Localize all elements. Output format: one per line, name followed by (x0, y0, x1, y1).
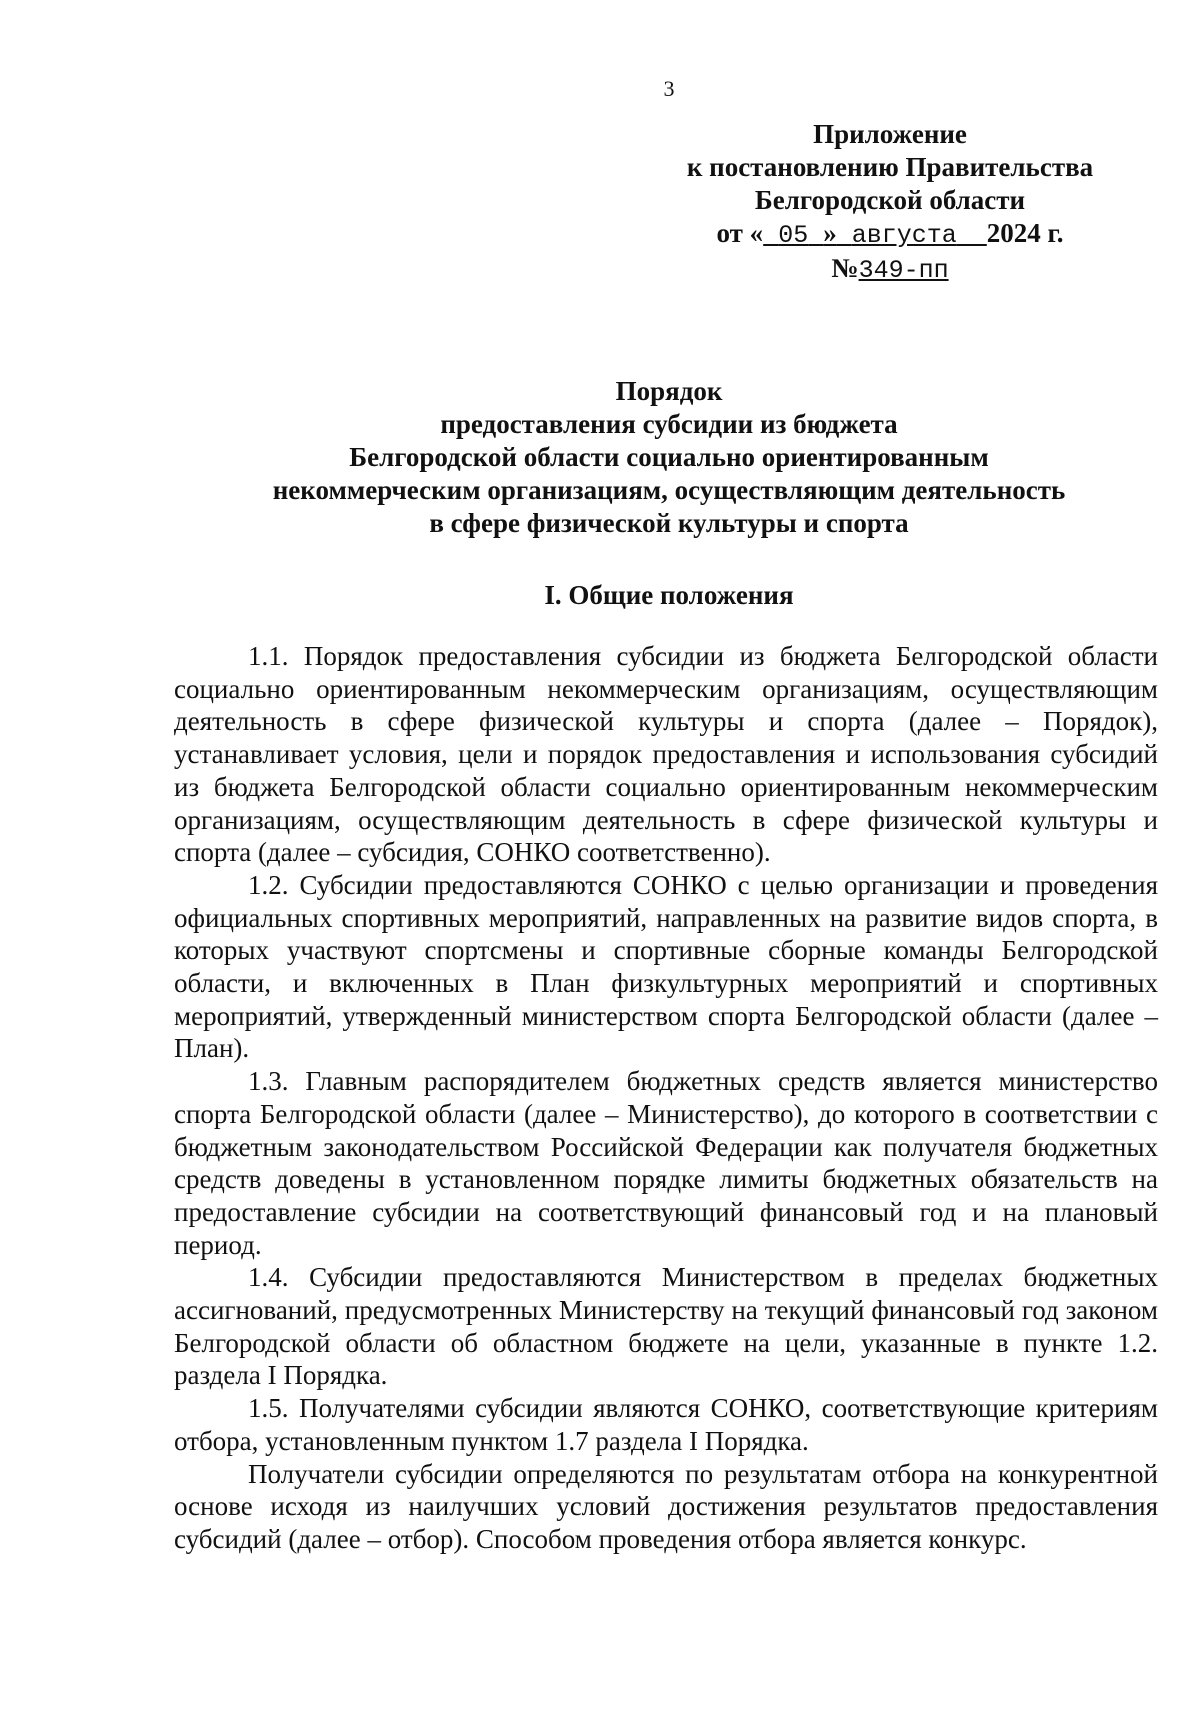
appendix-region-line: Белгородской области (754, 185, 1026, 215)
document-title (174, 375, 1164, 540)
section-heading: I. Общие положения (544, 580, 794, 610)
date-month: августа (851, 221, 957, 250)
paragraph-1-1: 1.1. Порядок предоставления субсидии из бюджета Белгородской области социально ориентированным некоммерческим организациям, осуществляющим деятельность в сфере физической культуры и спорта (далее – Порядок), устанавливает условия, цели и порядок предоставления и использования субсидий из бюджета Белгородской области социально ориентированным некоммерческим организациям, осуществляющим деятельность в сфере физической культуры и спорта (далее – субсидия, СОНКО соответственно). (174, 641, 1158, 868)
appendix-decree-line: к постановлению Правительства (686, 152, 1094, 182)
title-line-2: предоставления субсидии из бюджета (440, 409, 898, 439)
paragraph-1-2: 1.2. Субсидии предоставляются СОНКО с целью организации и проведения официальных спортивных мероприятий, направленных на развитие видов спорта, в которых участвуют спортсмены и спортивные сборные команды Белгородской области, и включенных в План физкультурных мероприятий и спортивных мероприятий, утвержденный министерством спорта Белгородской области (далее – План). (174, 869, 1158, 1064)
title-line-1: Порядок (615, 376, 723, 406)
page-number: 3 (663, 76, 675, 101)
title-line-4: некоммерческим организациям, осуществляющим деятельность (272, 475, 1066, 505)
body-text (174, 640, 1158, 1556)
title-line-3: Белгородской области социально ориентированным (349, 442, 989, 472)
paragraph-1-3: 1.3. Главным распорядителем бюджетных средств является министерство спорта Белгородской области (далее – Министерство), до которого в соответствии с бюджетным законодательством Российской Федерации как получателя бюджетных средств доведены в установленном порядке лимиты бюджетных обязательств на предоставление субсидии на соответствующий финансовый год и на плановый период. (174, 1066, 1158, 1260)
appendix-date-line (640, 217, 1140, 252)
appendix-label: Приложение (813, 119, 967, 149)
decree-number: 349-пп (858, 256, 949, 285)
appendix-block (640, 118, 1140, 287)
appendix-number-line (640, 252, 1140, 287)
title-line-5: в сфере физической культуры и спорта (429, 508, 909, 538)
number-prefix: № (831, 253, 859, 283)
date-mid: » (823, 218, 837, 248)
date-year: 2024 г. (986, 218, 1064, 248)
paragraph-recipients: Получатели субсидии определяются по результатам отбора на конкурентной основе исходя из наилучших условий достижения результатов предоставления субсидий (далее – отбор). Способом проведения отбора является конкурс. (174, 1458, 1158, 1554)
paragraph-1-5: 1.5. Получателями субсидии являются СОНКО, соответствующие критериям отбора, установленным пунктом 1.7 раздела I Порядка. (174, 1393, 1158, 1456)
date-prefix: от « (716, 218, 764, 248)
date-day: 05 (778, 221, 809, 250)
paragraph-1-4: 1.4. Субсидии предоставляются Министерством в пределах бюджетных ассигнований, предусмотренных Министерству на текущий финансовый год законом Белгородской области об областном бюджете на цели, указанные в пункте 1.2. раздела I Порядка. (174, 1262, 1158, 1391)
